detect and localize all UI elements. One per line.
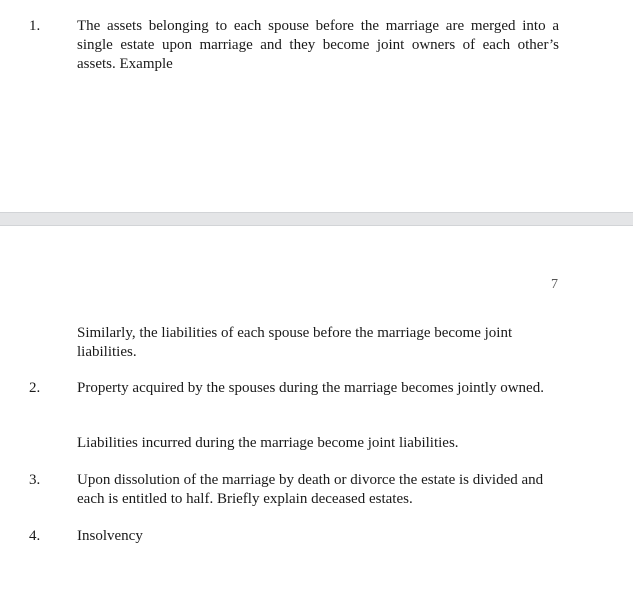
page-number: 7 [551,277,558,292]
list-item-text[interactable]: Insolvency [77,528,143,544]
list-item-text[interactable]: Property acquired by the spouses during the marriage becomes jointly owned. [77,380,544,396]
list-number: 3. [29,472,41,488]
list-item-text[interactable]: The assets belonging to each spouse before the marriage are merged into a single estate upon marriage and they become joint owners of each other’s assets. Example [77,18,559,72]
page-break-separator [0,212,633,226]
list-number: 2. [29,380,41,396]
list-number: 4. [29,528,41,544]
list-number: 1. [29,18,41,34]
continuation-paragraph[interactable]: Similarly, the liabilities of each spouse before the marriage become joint liabilities. [77,325,513,360]
document-page-bottom [0,226,633,597]
document-page-top [0,0,633,212]
list-item-text[interactable]: Upon dissolution of the marriage by death or divorce the estate is divided and each is entitled to half. Briefly explain deceased estates. [77,472,544,507]
list-item-followup[interactable]: Liabilities incurred during the marriage become joint liabilities. [77,435,459,451]
